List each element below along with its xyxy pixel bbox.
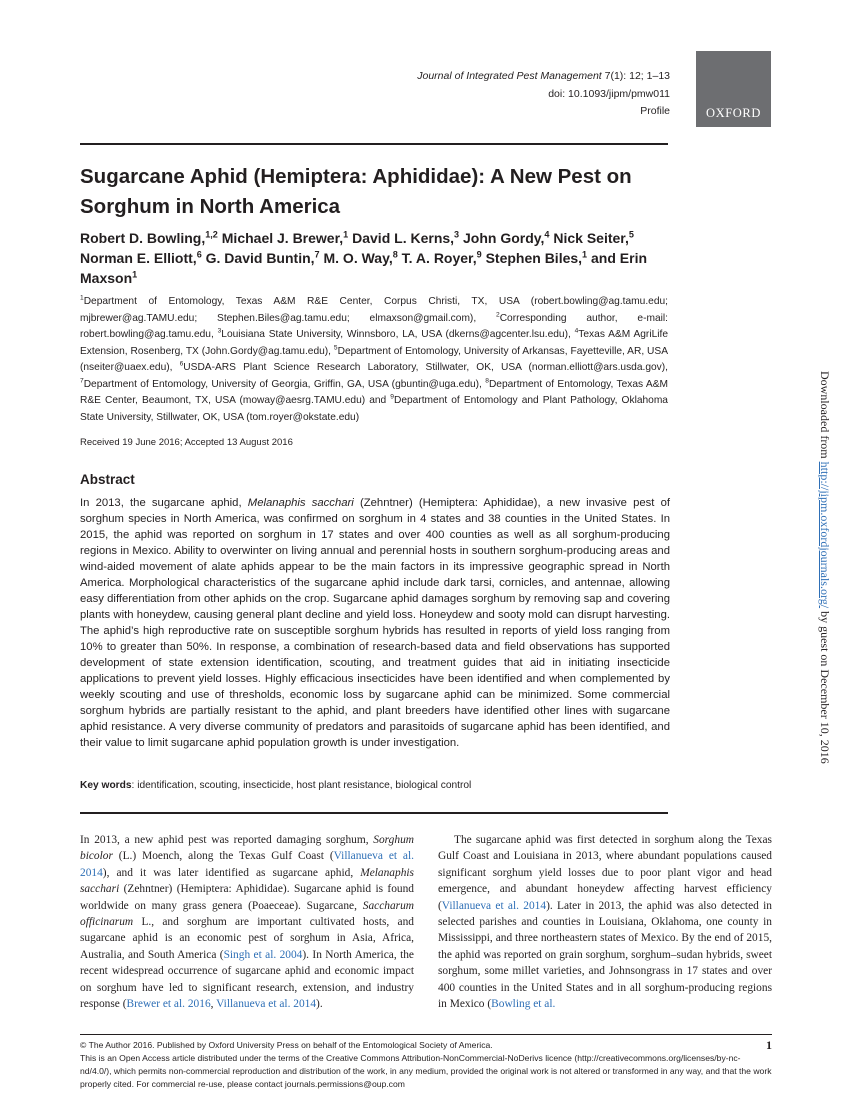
author: T. A. Royer,$^9$ [397, 249, 482, 266]
affiliation: $^2$Corresponding author, e-mail: robert.bowling@ag.tamu.edu, [80, 311, 668, 340]
citation-link[interactable]: Villanueva et al. 2014 [441, 899, 547, 912]
author: John Gordy,$^4$ [459, 229, 550, 246]
author-list [80, 228, 680, 288]
species-name: Melanaphis sacchari [247, 497, 354, 509]
author: Michael J. Brewer,$^1$ [217, 229, 349, 246]
affiliation: $^4$Texas A&M AgriLife Extension, Rosenberg, TX (John.Gordy@ag.tamu.edu), [80, 327, 669, 357]
header-rule [80, 143, 668, 145]
affiliation: $^6$USDA-ARS Plant Science Research Laboratory, Stillwater, OK, USA (norman.elliott@ars.usda.gov), [179, 360, 668, 373]
received-dates: Received 19 June 2016; Accepted 13 August 2016 [80, 437, 293, 448]
journal-citation [170, 68, 670, 86]
author: M. O. Way,$^8$ [319, 249, 398, 266]
body-column-right [438, 832, 772, 1012]
author: David L. Kerns,$^3$ [348, 229, 460, 246]
page-number: 1 [766, 1038, 772, 1052]
abstract-heading: Abstract [80, 472, 135, 487]
doi[interactable]: doi: 10.1093/jipm/pmw011 [548, 87, 670, 100]
footer [80, 1039, 772, 1091]
affiliation: $^5$Department of Entomology, University of Arkansas, Fayetteville, AR, USA (nseiter@uaex.edu), [80, 344, 668, 373]
abstract-text: In 2013, the sugarcane aphid, Melanaphis sacchari (Zehntner) (Hemiptera: Aphididae), a new invasive pest of sorghum species in North America, was confirmed on sorghum in 4 states and 38 counties in the United States. In 2015, the aphid was reported on sorghum in 17 states and over 400 counties as well as all sorghum-producing regions in Mexico. Ability to overwinter on living annual and perennial hosts in southern sorghum-producing areas and wind-aided movement of alate aphids appear to be the main factors in its impressive geographic spread in North America. Morphological characteristics of the sugarcane aphid include dark tarsi, cornicles, and antennae, allowing easy differentiation from other aphids on the crop. Sugarcane aphid damages sorghum by removing sap and covering plants with honeydew, causing general plant decline and yield loss. Honeydew and sooty mold can disrupt harvesting. The aphid’s high reproductive rate on susceptible sorghum hybrids has resulted in reports of yield loss ranging from 10% to greater than 50%. In response, a combination of research-based data and field observations has supported development of state extension identification, scouting, and treatment guides that aid in initiating insecticide applications to prevent yield losses. Highly efficacious insecticides have been identified and when complemented by weekly scouting and use of thresholds, economic loss by sugarcane aphid can be minimized. Some commercial sorghum hybrids are partially resistant to the aphid, and plant breeders have identified other lines with sugarcane aphid resistance. A very diverse community of predators and parasitoids of sugarcane aphid has been identified, and their value to limit sugarcane aphid population growth is under investigation. [80, 497, 671, 749]
affiliation: $^9$Department of Entomology and Plant Pathology, Oklahoma State University, Stillwater, OK, USA (tom.royer@okstate.edu) [80, 393, 668, 423]
keywords-text: : identification, scouting, insecticide, host plant resistance, biological control [131, 780, 472, 791]
author: Robert D. Bowling,$^{1,2}$ [80, 229, 218, 246]
journal-name: Journal of Integrated Pest Management [417, 70, 602, 82]
citation-link[interactable]: Villanueva et al. 2014 [80, 850, 414, 879]
keywords-label: Key words [80, 780, 132, 791]
author: G. David Buntin,$^7$ [201, 249, 320, 266]
affiliation: $^3$Louisiana State University, Winnsboro, LA, USA (dkerns@agcenter.lsu.edu), [217, 327, 575, 340]
body-column-left: In 2013, a new aphid pest was reported damaging sorghum, Sorghum bicolor (L.) Moench, along the Texas Gulf Coast (Villanueva et al. 2014), and it was later identified as sugarcane aphid, Melanaphis sacchari (Zehntner) (Hemiptera: Aphididae). Sugarcane aphid is found worldwide on many grass genera (Poaeceae). Sugarcane, Saccharum officinarum L., and sorghum are important cultivated hosts, and sugarcane aphid is an economic pest of sorghum in Asia, Africa, Australia, and South America (Singh et al. 2004). In North America, the recent widespread occurrence of sugarcane aphid and economic impact on sorghum have led to significant research, extension, and industry response (Brewer et al. 2016, Villanueva et al. 2014). [80, 834, 414, 1011]
paragraph: The sugarcane aphid was first detected in sorghum along the Texas Gulf Coast and Louisiana in 2013, where abundant populations caused significant sorghum yield losses due to poor plant vigor and head emergence, and abundant honeydew affecting harvest efficiency (Villanueva et al. 2014). Later in 2013, the aphid was also detected in selected parishes and counties in Louisiana, Oklahoma, one county in Mississippi, and three northeastern states of Mexico. By the end of 2015, the aphid was reported on grain sorghum, sorghum–sudan hybrids, sweet sorghum, some millet varieties, and Johnsongrass in 17 states and over 400 counties in the United States and in all sorghum-producing regions in Mexico (Bowling et al. [438, 834, 773, 1011]
oxford-logo: OXFORD [696, 51, 771, 127]
keywords [80, 780, 670, 791]
article-title: Sugarcane Aphid (Hemiptera: Aphididae): A New Pest on Sorghum in North America [80, 165, 632, 218]
copyright-line: © The Author 2016. Published by Oxford University Press on behalf of the Entomological Society of America. [80, 1040, 493, 1050]
affiliation: $^7$Department of Entomology, University of Georgia, Griffin, GA, USA (gbuntin@uga.edu), [80, 377, 486, 390]
author: Norman E. Elliott,$^6$ [80, 249, 202, 266]
citation-link[interactable]: Bowling et al. [491, 998, 556, 1011]
citation-link[interactable]: Brewer et al. 2016 [126, 998, 211, 1011]
affiliation: $^1$Department of Entomology, Texas A&M R&E Center, Corpus Christi, TX, USA (robert.bowling@ag.tamu.edu; mjbrewer@ag.TAMU.edu; Stephen.Biles@ag.tamu.edu; elmaxson@gmail.com), [80, 294, 668, 324]
journal-volume: 7(1): 12; 1–13 [601, 70, 670, 82]
citation-link[interactable]: Singh et al. 2004 [223, 948, 303, 961]
license-text: This is an Open Access article distributed under the terms of the Creative Commons Attribution-NonCommercial-NoDerivs licence (http://creativecommons.org/licenses/by-nc-nd/4.0/), which permits non-commercial reproduction and distribution of the work, in any medium, provided the original work is not altered or transformed in any way, and that the work properly cited. For commercial re-use, please contact journals.permissions@oup.com [80, 1053, 772, 1089]
citation-link[interactable]: Villanueva et al. 2014 [216, 998, 317, 1011]
affiliation: $^8$Department of Entomology, Texas A&M R&E Center, Beaumont, TX, USA (moway@aesrg.TAMU.edu) and [80, 377, 668, 406]
abstract-rule [80, 812, 668, 814]
article-type: Profile [640, 105, 670, 117]
author: Nick Seiter,$^5$ [549, 229, 634, 246]
download-link[interactable]: http://jipm.oxfordjournals.org/ [818, 461, 832, 609]
author: and Erin Maxson$^1$ [80, 250, 648, 286]
download-note: Downloaded from http://jipm.oxfordjournals.org/ by guest on December 10, 2016 [818, 371, 832, 764]
author: Stephen Biles,$^1$ [481, 249, 588, 266]
footer-rule [80, 1034, 772, 1035]
journal-header [170, 68, 670, 121]
affiliations [80, 294, 668, 426]
